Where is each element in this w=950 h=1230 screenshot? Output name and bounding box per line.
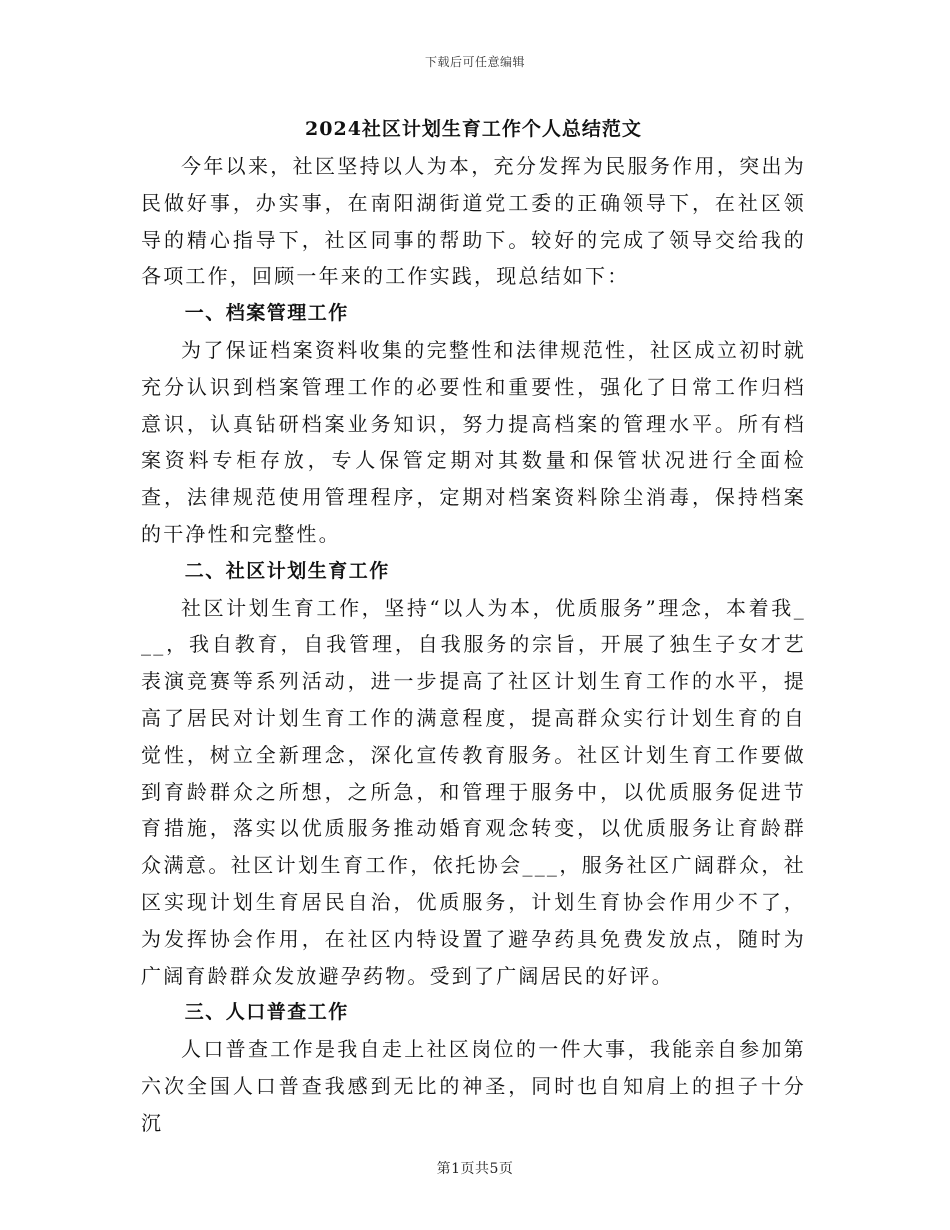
page-number-footer: 第1页共5页 (436, 1161, 514, 1177)
family-planning-paragraph: 社区计划生育工作，坚持“以人为本，优质服务”理念，本着我___，我自教育，自我管理，自我服务的宗旨，开展了独生子女才艺表演竞赛等系列活动，进一步提高了社区计划生育工作的水平，提高了居民对计划生育工作的满意程度，提高群众实行计划生育的自觉性，树立全新理念，深化宣传教育服务。社区计划生育工作要做到育龄群众之所想，之所急，和管理于服务中，以优质服务促进节育措施，落实以优质服务推动婚育观念转变，以优质服务让育龄群众满意。社区计划生育工作，依托协会___，服务社区广阔群众，社区实现计划生育居民自治，优质服务，计划生育协会作用少不了，为发挥协会作用，在社区内特设置了避孕药具免费发放点，随时为广阔育龄群众发放避孕药物。受到了广阔居民的好评。 (141, 595, 806, 988)
document-body (141, 112, 806, 1142)
archives-paragraph: 为了保证档案资料收集的完整性和法律规范性，社区成立初时就充分认识到档案管理工作的必要性和重要性，强化了日常工作归档意识，认真钻研档案业务知识，努力提高档案的管理水平。所有档案资料专柜存放，专人保管定期对其数量和保管状况进行全面检查，法律规范使用管理程序，定期对档案资料除尘消毒，保持档案的干净性和完整性。 (141, 337, 806, 546)
section-heading-archives: 一、档案管理工作 (184, 302, 349, 325)
census-paragraph: 人口普查工作是我自走上社区岗位的一件大事，我能亲自参加第六次全国人口普查我感到无比的神圣，同时也自知肩上的担子十分沉 (141, 1037, 806, 1135)
section-heading-family-planning: 二、社区计划生育工作 (184, 559, 390, 582)
intro-paragraph: 今年以来，社区坚持以人为本，充分发挥为民服务作用，突出为民做好事，办实事，在南阳湖街道党工委的正确领导下，在社区领导的精心指导下，社区同事的帮助下。较好的完成了领导交给我的各项工作，回顾一年来的工作实践，现总结如下： (141, 154, 806, 289)
section-heading-census: 三、人口普查工作 (184, 1001, 349, 1024)
document-title: 2024社区计划生育工作个人总结范文 (305, 118, 642, 140)
header-note: 下载后可任意编辑 (424, 55, 525, 69)
